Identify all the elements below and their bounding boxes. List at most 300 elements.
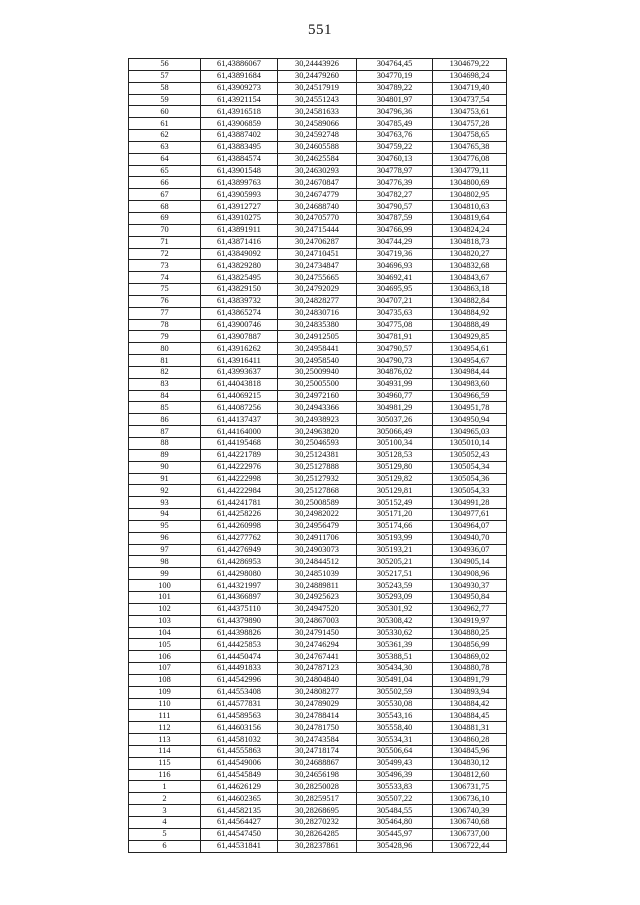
point-number-cell: 95 [129, 520, 201, 532]
point-number-cell: 97 [129, 544, 201, 556]
x-coordinate-cell: 304707,21 [357, 295, 433, 307]
latitude-cell: 61,44564427 [201, 817, 278, 829]
point-number-cell: 67 [129, 189, 201, 201]
longitude-cell: 30,24925623 [278, 591, 357, 603]
longitude-cell: 30,24517919 [278, 82, 357, 94]
x-coordinate-cell: 305193,99 [357, 532, 433, 544]
y-coordinate-cell: 1304977,61 [433, 509, 507, 521]
table-row [129, 355, 507, 367]
table-row [129, 686, 507, 698]
x-coordinate-cell: 305428,96 [357, 840, 433, 852]
x-coordinate-cell: 305129,80 [357, 461, 433, 473]
longitude-cell: 30,24791450 [278, 627, 357, 639]
table-row [129, 106, 507, 118]
x-coordinate-cell: 304696,93 [357, 260, 433, 272]
table-row [129, 307, 507, 319]
longitude-cell: 30,24755665 [278, 272, 357, 284]
table-row [129, 698, 507, 710]
y-coordinate-cell: 1304820,27 [433, 248, 507, 260]
longitude-cell: 30,24674779 [278, 189, 357, 201]
latitude-cell: 61,43907887 [201, 331, 278, 343]
y-coordinate-cell: 1304779,11 [433, 165, 507, 177]
latitude-cell: 61,43829280 [201, 260, 278, 272]
latitude-cell: 61,44043818 [201, 378, 278, 390]
point-number-cell: 104 [129, 627, 201, 639]
x-coordinate-cell: 304781,91 [357, 331, 433, 343]
table-row [129, 402, 507, 414]
latitude-cell: 61,43905993 [201, 189, 278, 201]
y-coordinate-cell: 1304679,22 [433, 59, 507, 71]
x-coordinate-cell: 304981,29 [357, 402, 433, 414]
latitude-cell: 61,44321997 [201, 580, 278, 592]
x-coordinate-cell: 304692,41 [357, 272, 433, 284]
longitude-cell: 30,24963820 [278, 426, 357, 438]
latitude-cell: 61,44531841 [201, 840, 278, 852]
table-row [129, 343, 507, 355]
longitude-cell: 30,24830716 [278, 307, 357, 319]
longitude-cell: 30,24956479 [278, 520, 357, 532]
table-row [129, 651, 507, 663]
y-coordinate-cell: 1306722,44 [433, 840, 507, 852]
table-row [129, 153, 507, 165]
y-coordinate-cell: 1305054,36 [433, 473, 507, 485]
table-row [129, 828, 507, 840]
table-row [129, 568, 507, 580]
longitude-cell: 30,24581633 [278, 106, 357, 118]
table-row [129, 674, 507, 686]
longitude-cell: 30,24958441 [278, 343, 357, 355]
latitude-cell: 61,44087256 [201, 402, 278, 414]
y-coordinate-cell: 1305054,34 [433, 461, 507, 473]
table-row [129, 757, 507, 769]
point-number-cell: 75 [129, 284, 201, 296]
longitude-cell: 30,25008589 [278, 497, 357, 509]
point-number-cell: 59 [129, 94, 201, 106]
point-number-cell: 5 [129, 828, 201, 840]
y-coordinate-cell: 1304940,70 [433, 532, 507, 544]
x-coordinate-cell: 304785,49 [357, 118, 433, 130]
longitude-cell: 30,24443926 [278, 59, 357, 71]
y-coordinate-cell: 1304765,38 [433, 141, 507, 153]
x-coordinate-cell: 304763,76 [357, 130, 433, 142]
x-coordinate-cell: 305205,21 [357, 556, 433, 568]
x-coordinate-cell: 305330,62 [357, 627, 433, 639]
latitude-cell: 61,43883495 [201, 141, 278, 153]
y-coordinate-cell: 1304830,12 [433, 757, 507, 769]
point-number-cell: 105 [129, 639, 201, 651]
latitude-cell: 61,43921154 [201, 94, 278, 106]
longitude-cell: 30,28259517 [278, 793, 357, 805]
longitude-cell: 30,24479260 [278, 70, 357, 82]
longitude-cell: 30,24718174 [278, 745, 357, 757]
x-coordinate-cell: 304764,45 [357, 59, 433, 71]
x-coordinate-cell: 305361,39 [357, 639, 433, 651]
latitude-cell: 61,43849092 [201, 248, 278, 260]
table-row [129, 544, 507, 556]
x-coordinate-cell: 304776,39 [357, 177, 433, 189]
table-row [129, 769, 507, 781]
longitude-cell: 30,24808277 [278, 686, 357, 698]
x-coordinate-cell: 305066,49 [357, 426, 433, 438]
latitude-cell: 61,44286953 [201, 556, 278, 568]
table-row [129, 70, 507, 82]
point-number-cell: 98 [129, 556, 201, 568]
table-row [129, 366, 507, 378]
point-number-cell: 65 [129, 165, 201, 177]
table-row [129, 295, 507, 307]
table-row [129, 331, 507, 343]
table-row [129, 284, 507, 296]
latitude-cell: 61,43829150 [201, 284, 278, 296]
point-number-cell: 112 [129, 722, 201, 734]
x-coordinate-cell: 305496,39 [357, 769, 433, 781]
latitude-cell: 61,44069215 [201, 390, 278, 402]
point-number-cell: 72 [129, 248, 201, 260]
longitude-cell: 30,25005500 [278, 378, 357, 390]
latitude-cell: 61,43884574 [201, 153, 278, 165]
table-row [129, 461, 507, 473]
y-coordinate-cell: 1304936,07 [433, 544, 507, 556]
latitude-cell: 61,44602365 [201, 793, 278, 805]
point-number-cell: 93 [129, 497, 201, 509]
x-coordinate-cell: 305388,51 [357, 651, 433, 663]
point-number-cell: 76 [129, 295, 201, 307]
table-row [129, 580, 507, 592]
point-number-cell: 73 [129, 260, 201, 272]
point-number-cell: 62 [129, 130, 201, 142]
longitude-cell: 30,24867003 [278, 615, 357, 627]
point-number-cell: 74 [129, 272, 201, 284]
table-row [129, 141, 507, 153]
latitude-cell: 61,44398826 [201, 627, 278, 639]
y-coordinate-cell: 1304930,37 [433, 580, 507, 592]
coordinates-table-body [129, 59, 507, 853]
latitude-cell: 61,44375110 [201, 603, 278, 615]
latitude-cell: 61,44425853 [201, 639, 278, 651]
longitude-cell: 30,24743584 [278, 734, 357, 746]
table-row [129, 817, 507, 829]
latitude-cell: 61,44221789 [201, 449, 278, 461]
table-row [129, 615, 507, 627]
x-coordinate-cell: 304775,08 [357, 319, 433, 331]
x-coordinate-cell: 304759,22 [357, 141, 433, 153]
point-number-cell: 70 [129, 224, 201, 236]
x-coordinate-cell: 305464,80 [357, 817, 433, 829]
table-row [129, 603, 507, 615]
x-coordinate-cell: 305530,08 [357, 698, 433, 710]
y-coordinate-cell: 1306731,75 [433, 781, 507, 793]
x-coordinate-cell: 304876,02 [357, 366, 433, 378]
point-number-cell: 96 [129, 532, 201, 544]
latitude-cell: 61,44542996 [201, 674, 278, 686]
table-row [129, 556, 507, 568]
latitude-cell: 61,44450474 [201, 651, 278, 663]
point-number-cell: 56 [129, 59, 201, 71]
latitude-cell: 61,44137437 [201, 414, 278, 426]
point-number-cell: 81 [129, 355, 201, 367]
point-number-cell: 3 [129, 805, 201, 817]
table-row [129, 260, 507, 272]
x-coordinate-cell: 305171,20 [357, 509, 433, 521]
y-coordinate-cell: 1304869,02 [433, 651, 507, 663]
y-coordinate-cell: 1304950,94 [433, 414, 507, 426]
table-row [129, 82, 507, 94]
longitude-cell: 30,28250028 [278, 781, 357, 793]
y-coordinate-cell: 1304964,07 [433, 520, 507, 532]
point-number-cell: 60 [129, 106, 201, 118]
longitude-cell: 30,24551243 [278, 94, 357, 106]
table-row [129, 805, 507, 817]
y-coordinate-cell: 1304888,49 [433, 319, 507, 331]
y-coordinate-cell: 1304893,94 [433, 686, 507, 698]
y-coordinate-cell: 1304880,78 [433, 663, 507, 675]
longitude-cell: 30,24972160 [278, 390, 357, 402]
x-coordinate-cell: 305217,51 [357, 568, 433, 580]
latitude-cell: 61,43910275 [201, 212, 278, 224]
latitude-cell: 61,43906859 [201, 118, 278, 130]
longitude-cell: 30,24710451 [278, 248, 357, 260]
point-number-cell: 113 [129, 734, 201, 746]
longitude-cell: 30,24958540 [278, 355, 357, 367]
y-coordinate-cell: 1304737,54 [433, 94, 507, 106]
y-coordinate-cell: 1304856,99 [433, 639, 507, 651]
table-row [129, 793, 507, 805]
point-number-cell: 4 [129, 817, 201, 829]
x-coordinate-cell: 304960,77 [357, 390, 433, 402]
latitude-cell: 61,43899763 [201, 177, 278, 189]
latitude-cell: 61,44547450 [201, 828, 278, 840]
y-coordinate-cell: 1306737,00 [433, 828, 507, 840]
longitude-cell: 30,24851039 [278, 568, 357, 580]
x-coordinate-cell: 304789,22 [357, 82, 433, 94]
y-coordinate-cell: 1304905,14 [433, 556, 507, 568]
y-coordinate-cell: 1304962,77 [433, 603, 507, 615]
point-number-cell: 114 [129, 745, 201, 757]
latitude-cell: 61,44366897 [201, 591, 278, 603]
latitude-cell: 61,43865274 [201, 307, 278, 319]
table-row [129, 781, 507, 793]
y-coordinate-cell: 1304845,96 [433, 745, 507, 757]
table-row [129, 745, 507, 757]
longitude-cell: 30,24767441 [278, 651, 357, 663]
longitude-cell: 30,24943366 [278, 402, 357, 414]
longitude-cell: 30,24688867 [278, 757, 357, 769]
longitude-cell: 30,25124381 [278, 449, 357, 461]
longitude-cell: 30,24788414 [278, 710, 357, 722]
longitude-cell: 30,24911706 [278, 532, 357, 544]
longitude-cell: 30,24844512 [278, 556, 357, 568]
latitude-cell: 61,44549006 [201, 757, 278, 769]
longitude-cell: 30,24903073 [278, 544, 357, 556]
y-coordinate-cell: 1305052,43 [433, 449, 507, 461]
x-coordinate-cell: 305507,22 [357, 793, 433, 805]
y-coordinate-cell: 1304884,92 [433, 307, 507, 319]
y-coordinate-cell: 1304966,59 [433, 390, 507, 402]
point-number-cell: 88 [129, 438, 201, 450]
x-coordinate-cell: 305152,49 [357, 497, 433, 509]
page-number: 551 [308, 22, 332, 38]
table-row [129, 627, 507, 639]
x-coordinate-cell: 304735,63 [357, 307, 433, 319]
y-coordinate-cell: 1304881,31 [433, 722, 507, 734]
y-coordinate-cell: 1304698,24 [433, 70, 507, 82]
y-coordinate-cell: 1304951,78 [433, 402, 507, 414]
x-coordinate-cell: 305533,83 [357, 781, 433, 793]
point-number-cell: 80 [129, 343, 201, 355]
x-coordinate-cell: 304744,29 [357, 236, 433, 248]
latitude-cell: 61,44258226 [201, 509, 278, 521]
y-coordinate-cell: 1304954,61 [433, 343, 507, 355]
point-number-cell: 68 [129, 201, 201, 213]
table-row [129, 248, 507, 260]
latitude-cell: 61,44545849 [201, 769, 278, 781]
longitude-cell: 30,24947520 [278, 603, 357, 615]
longitude-cell: 30,28237861 [278, 840, 357, 852]
point-number-cell: 6 [129, 840, 201, 852]
point-number-cell: 102 [129, 603, 201, 615]
latitude-cell: 61,44195468 [201, 438, 278, 450]
x-coordinate-cell: 305129,81 [357, 485, 433, 497]
x-coordinate-cell: 304790,57 [357, 343, 433, 355]
y-coordinate-cell: 1304983,60 [433, 378, 507, 390]
y-coordinate-cell: 1304843,67 [433, 272, 507, 284]
latitude-cell: 61,44553408 [201, 686, 278, 698]
latitude-cell: 61,43825495 [201, 272, 278, 284]
point-number-cell: 58 [129, 82, 201, 94]
y-coordinate-cell: 1304818,73 [433, 236, 507, 248]
table-row [129, 520, 507, 532]
latitude-cell: 61,44276949 [201, 544, 278, 556]
x-coordinate-cell: 304801,97 [357, 94, 433, 106]
y-coordinate-cell: 1304753,61 [433, 106, 507, 118]
table-row [129, 272, 507, 284]
latitude-cell: 61,44164000 [201, 426, 278, 438]
longitude-cell: 30,24804840 [278, 674, 357, 686]
longitude-cell: 30,28270232 [278, 817, 357, 829]
point-number-cell: 61 [129, 118, 201, 130]
point-number-cell: 84 [129, 390, 201, 402]
y-coordinate-cell: 1304950,84 [433, 591, 507, 603]
x-coordinate-cell: 305174,66 [357, 520, 433, 532]
latitude-cell: 61,44582135 [201, 805, 278, 817]
x-coordinate-cell: 305100,34 [357, 438, 433, 450]
y-coordinate-cell: 1304908,96 [433, 568, 507, 580]
point-number-cell: 83 [129, 378, 201, 390]
longitude-cell: 30,24789029 [278, 698, 357, 710]
table-row [129, 224, 507, 236]
x-coordinate-cell: 304770,19 [357, 70, 433, 82]
x-coordinate-cell: 305502,59 [357, 686, 433, 698]
longitude-cell: 30,24781750 [278, 722, 357, 734]
table-row [129, 532, 507, 544]
x-coordinate-cell: 305484,55 [357, 805, 433, 817]
y-coordinate-cell: 1304810,63 [433, 201, 507, 213]
longitude-cell: 30,28264285 [278, 828, 357, 840]
y-coordinate-cell: 1305054,33 [433, 485, 507, 497]
x-coordinate-cell: 304790,73 [357, 355, 433, 367]
y-coordinate-cell: 1304965,03 [433, 426, 507, 438]
latitude-cell: 61,43891911 [201, 224, 278, 236]
longitude-cell: 30,25127932 [278, 473, 357, 485]
table-row [129, 236, 507, 248]
latitude-cell: 61,43993637 [201, 366, 278, 378]
longitude-cell: 30,24625584 [278, 153, 357, 165]
point-number-cell: 82 [129, 366, 201, 378]
longitude-cell: 30,24605588 [278, 141, 357, 153]
longitude-cell: 30,24734847 [278, 260, 357, 272]
table-row [129, 710, 507, 722]
y-coordinate-cell: 1304719,40 [433, 82, 507, 94]
longitude-cell: 30,24889811 [278, 580, 357, 592]
longitude-cell: 30,25009940 [278, 366, 357, 378]
table-row [129, 509, 507, 521]
x-coordinate-cell: 304782,27 [357, 189, 433, 201]
longitude-cell: 30,24715444 [278, 224, 357, 236]
latitude-cell: 61,43891684 [201, 70, 278, 82]
latitude-cell: 61,44626129 [201, 781, 278, 793]
point-number-cell: 85 [129, 402, 201, 414]
longitude-cell: 30,24630293 [278, 165, 357, 177]
y-coordinate-cell: 1304863,18 [433, 284, 507, 296]
x-coordinate-cell: 304766,99 [357, 224, 433, 236]
table-row [129, 722, 507, 734]
table-row [129, 378, 507, 390]
table-row [129, 390, 507, 402]
latitude-cell: 61,43839732 [201, 295, 278, 307]
table-row [129, 663, 507, 675]
y-coordinate-cell: 1304824,24 [433, 224, 507, 236]
latitude-cell: 61,44222998 [201, 473, 278, 485]
x-coordinate-cell: 305293,09 [357, 591, 433, 603]
x-coordinate-cell: 305445,97 [357, 828, 433, 840]
latitude-cell: 61,44603156 [201, 722, 278, 734]
y-coordinate-cell: 1304860,28 [433, 734, 507, 746]
table-row [129, 639, 507, 651]
point-number-cell: 90 [129, 461, 201, 473]
longitude-cell: 30,24592748 [278, 130, 357, 142]
point-number-cell: 89 [129, 449, 201, 461]
table-row [129, 165, 507, 177]
x-coordinate-cell: 305308,42 [357, 615, 433, 627]
table-row [129, 130, 507, 142]
point-number-cell: 79 [129, 331, 201, 343]
point-number-cell: 110 [129, 698, 201, 710]
latitude-cell: 61,44379890 [201, 615, 278, 627]
latitude-cell: 61,43916518 [201, 106, 278, 118]
longitude-cell: 30,24792029 [278, 284, 357, 296]
latitude-cell: 61,43909273 [201, 82, 278, 94]
x-coordinate-cell: 305491,04 [357, 674, 433, 686]
x-coordinate-cell: 305129,82 [357, 473, 433, 485]
table-row [129, 94, 507, 106]
y-coordinate-cell: 1304884,45 [433, 710, 507, 722]
x-coordinate-cell: 305506,64 [357, 745, 433, 757]
table-row [129, 497, 507, 509]
y-coordinate-cell: 1304758,65 [433, 130, 507, 142]
y-coordinate-cell: 1304802,95 [433, 189, 507, 201]
x-coordinate-cell: 304796,36 [357, 106, 433, 118]
x-coordinate-cell: 305301,92 [357, 603, 433, 615]
coordinates-table [128, 58, 507, 853]
y-coordinate-cell: 1304757,28 [433, 118, 507, 130]
point-number-cell: 87 [129, 426, 201, 438]
longitude-cell: 30,24787123 [278, 663, 357, 675]
point-number-cell: 71 [129, 236, 201, 248]
y-coordinate-cell: 1304954,67 [433, 355, 507, 367]
y-coordinate-cell: 1306740,68 [433, 817, 507, 829]
latitude-cell: 61,44222984 [201, 485, 278, 497]
x-coordinate-cell: 305434,30 [357, 663, 433, 675]
